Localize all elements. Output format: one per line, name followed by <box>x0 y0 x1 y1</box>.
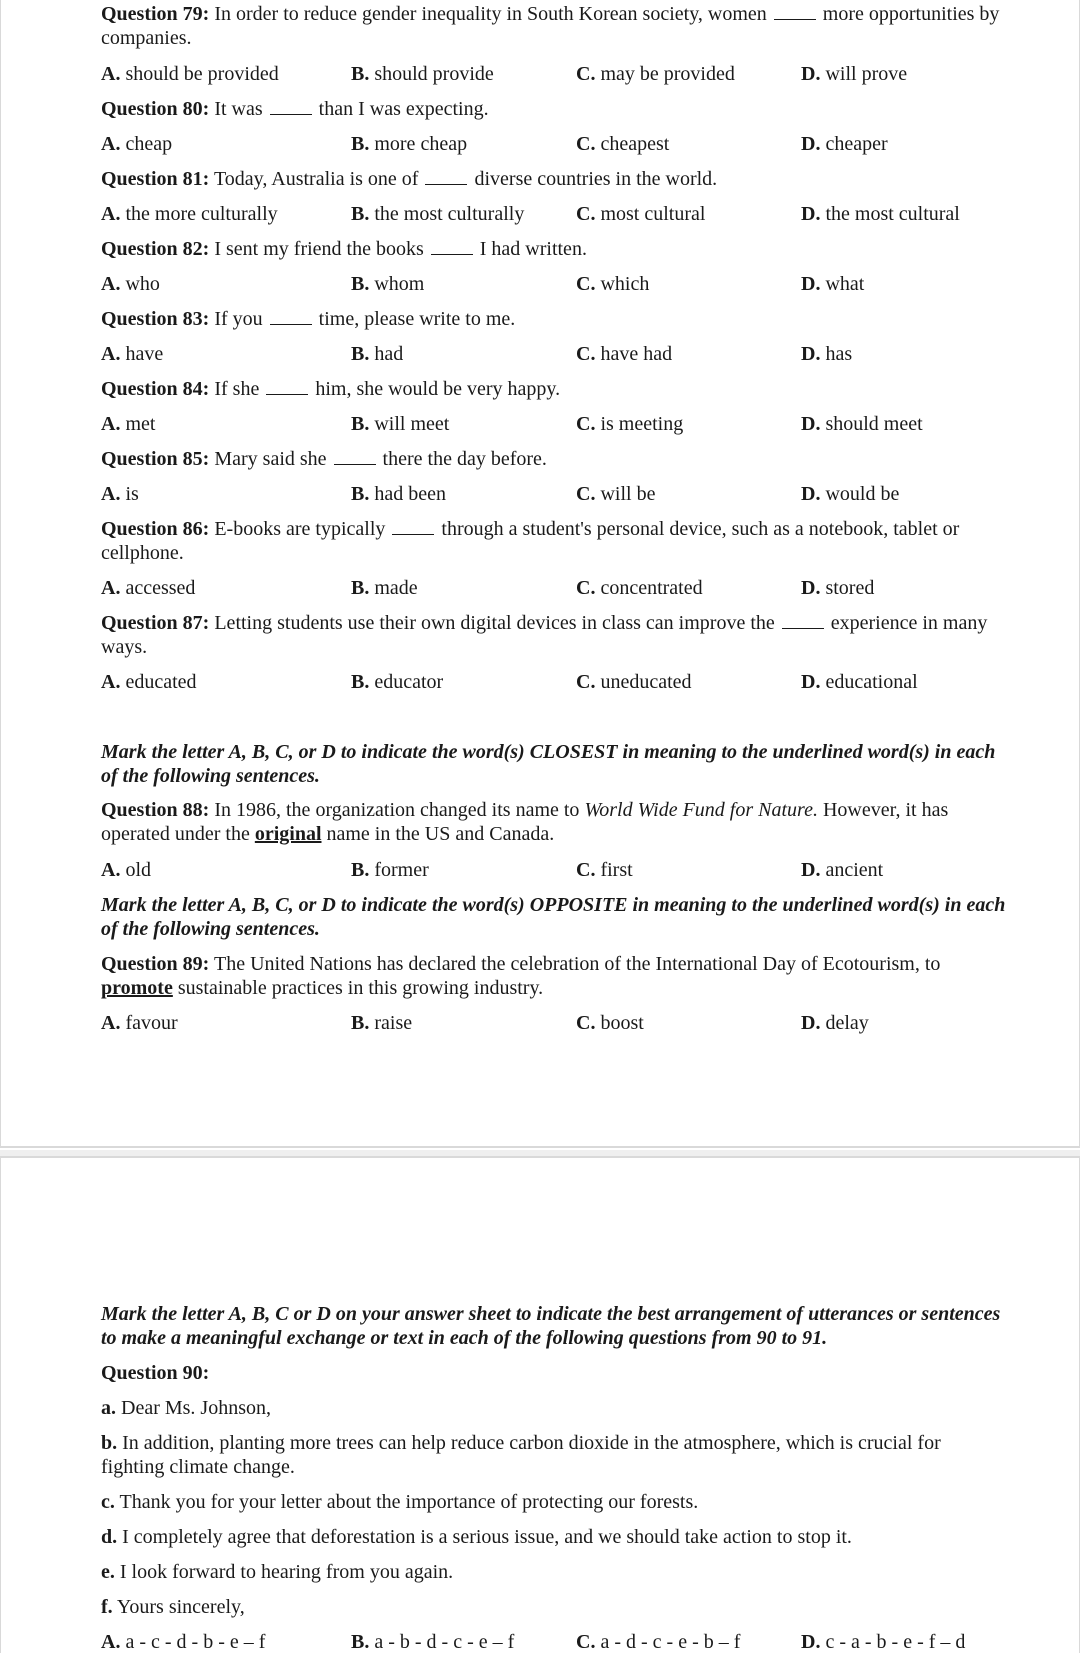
option-a[interactable]: A. cheap <box>101 133 173 155</box>
sentence-text: In addition, planting more trees can help reduce carbon dioxide in the atmosphere, which is crucial for fighting climate change. <box>101 1432 941 1478</box>
question-number: Question 89: <box>101 953 210 975</box>
stem-text: Letting students use their own digital devices in class can improve the <box>209 612 775 634</box>
question-number: Question 79: <box>101 3 210 25</box>
underlined-word: promote <box>101 977 173 999</box>
question-number: Question 84: <box>101 378 210 400</box>
option-b[interactable]: B. will meet <box>351 413 450 435</box>
option-c[interactable]: C. may be provided <box>576 63 735 85</box>
option-a[interactable]: A. accessed <box>101 577 196 599</box>
option-d[interactable]: D. the most cultural <box>801 203 960 225</box>
option-c[interactable]: C. which <box>576 273 650 295</box>
stem-text: If she <box>209 378 260 400</box>
option-b[interactable]: B. had been <box>351 483 446 505</box>
sentence-letter: e. <box>101 1561 115 1583</box>
option-d[interactable]: D. would be <box>801 483 900 505</box>
options-81 <box>101 202 1006 226</box>
question-number: Question 80: <box>101 98 210 120</box>
option-a[interactable]: A. a - c - d - b - e – f <box>101 1631 266 1653</box>
option-a[interactable]: A. the more culturally <box>101 203 278 225</box>
instruction-arrange: Mark the letter A, B, C or D on your answer sheet to indicate the best arrangement of utterances or sentences to make a meaningful exchange or text in each of the following questions from 90 to 91. <box>101 1303 1001 1349</box>
option-d[interactable]: D. should meet <box>801 413 923 435</box>
stem-text: However, it has operated under the <box>101 799 949 845</box>
sentence-letter: c. <box>101 1491 115 1513</box>
answer-blank <box>774 3 816 20</box>
sentence-a <box>101 1396 1006 1420</box>
option-c[interactable]: C. have had <box>576 343 673 365</box>
stem-text: Mary said she <box>209 448 327 470</box>
sentence-text: I look forward to hearing from you again. <box>114 1561 454 1583</box>
underlined-word: original <box>254 823 322 845</box>
sentence-b <box>101 1431 1006 1479</box>
options-80 <box>101 132 1006 156</box>
question-90 <box>101 1361 1006 1385</box>
answer-blank <box>431 238 473 255</box>
option-c[interactable]: C. concentrated <box>576 577 703 599</box>
option-d[interactable]: D. ancient <box>801 859 884 881</box>
stem-text: time, please write to me. <box>313 308 516 330</box>
sentence-letter: d. <box>101 1526 118 1548</box>
question-number: Question 90: <box>101 1362 210 1384</box>
option-b[interactable]: B. more cheap <box>351 133 468 155</box>
question-number: Question 86: <box>101 518 210 540</box>
option-c[interactable]: C. cheapest <box>576 133 670 155</box>
option-b[interactable]: B. should provide <box>351 63 494 85</box>
stem-text: diverse countries in the world. <box>469 168 718 190</box>
options-87 <box>101 670 1006 694</box>
question-89 <box>101 952 1006 1000</box>
stem-text: I had written. <box>474 238 587 260</box>
sentence-e <box>101 1560 1006 1584</box>
option-b[interactable]: B. whom <box>351 273 425 295</box>
option-a[interactable]: A. met <box>101 413 156 435</box>
answer-blank <box>425 168 467 185</box>
option-a[interactable]: A. old <box>101 859 152 881</box>
sentence-letter: f. <box>101 1596 113 1618</box>
options-79 <box>101 62 1006 86</box>
stem-text: If you <box>209 308 263 330</box>
answer-blank <box>392 518 434 535</box>
option-d[interactable]: D. will prove <box>801 63 908 85</box>
option-a[interactable]: A. should be provided <box>101 63 279 85</box>
stem-text: him, she would be very happy. <box>310 378 561 400</box>
option-d[interactable]: D. cheaper <box>801 133 888 155</box>
question-82 <box>101 237 1006 261</box>
option-c[interactable]: C. uneducated <box>576 671 692 693</box>
option-d[interactable]: D. what <box>801 273 865 295</box>
option-b[interactable]: B. the most culturally <box>351 203 525 225</box>
option-d[interactable]: D. delay <box>801 1012 869 1034</box>
question-81 <box>101 167 1006 191</box>
sentence-f <box>101 1595 1006 1619</box>
options-82 <box>101 272 1006 296</box>
options-89 <box>101 1011 1006 1035</box>
option-d[interactable]: D. c - a - b - e - f – d <box>801 1631 966 1653</box>
sentence-text: Dear Ms. Johnson, <box>116 1397 271 1419</box>
question-number: Question 85: <box>101 448 210 470</box>
stem-text: The United Nations has declared the celebration of the International Day of Ecotourism, to <box>209 953 941 975</box>
sentence-text: Yours sincerely, <box>112 1596 245 1618</box>
stem-text: more opportunities by companies. <box>101 3 1000 49</box>
option-c[interactable]: C. first <box>576 859 633 881</box>
options-90 <box>101 1630 1006 1654</box>
answer-blank <box>270 98 312 115</box>
stem-text: In 1986, the organization changed its name to <box>209 799 585 821</box>
question-number: Question 82: <box>101 238 210 260</box>
stem-italic-text: World Wide Fund for Nature. <box>584 799 818 821</box>
options-86 <box>101 576 1006 600</box>
options-85 <box>101 482 1006 506</box>
answer-blank <box>782 612 824 629</box>
question-85 <box>101 447 1006 471</box>
stem-text: sustainable practices in this growing industry. <box>172 977 544 999</box>
option-d[interactable]: D. stored <box>801 577 875 599</box>
stem-text: name in the US and Canada. <box>321 823 555 845</box>
question-88 <box>101 798 1006 846</box>
question-80 <box>101 97 1006 121</box>
option-b[interactable]: B. former <box>351 859 429 881</box>
answer-blank <box>270 308 312 325</box>
question-87 <box>101 611 1006 659</box>
instruction-opposite: Mark the letter A, B, C, or D to indicate the word(s) OPPOSITE in meaning to the underlined word(s) in each of the following sentences. <box>101 894 1006 940</box>
option-a[interactable]: A. favour <box>101 1012 178 1034</box>
sentence-letter: b. <box>101 1432 118 1454</box>
stem-text: E-books are typically <box>209 518 386 540</box>
sentence-d <box>101 1525 1006 1549</box>
question-number: Question 81: <box>101 168 210 190</box>
sentence-text: Thank you for your letter about the importance of protecting our forests. <box>114 1491 699 1513</box>
stem-text: It was <box>209 98 263 120</box>
stem-text: In order to reduce gender inequality in South Korean society, women <box>209 3 767 25</box>
question-number: Question 88: <box>101 799 210 821</box>
option-a[interactable]: A. have <box>101 343 164 365</box>
question-number: Question 83: <box>101 308 210 330</box>
option-b[interactable]: B. had <box>351 343 404 365</box>
option-c[interactable]: C. a - d - c - e - b – f <box>576 1631 741 1653</box>
option-a[interactable]: A. who <box>101 273 160 295</box>
option-c[interactable]: C. will be <box>576 483 656 505</box>
question-number: Question 87: <box>101 612 210 634</box>
option-c[interactable]: C. is meeting <box>576 413 684 435</box>
instruction-closest: Mark the letter A, B, C, or D to indicate the word(s) CLOSEST in meaning to the underlined word(s) in each of the following sentences. <box>101 741 996 787</box>
question-84 <box>101 377 1006 401</box>
option-a[interactable]: A. educated <box>101 671 197 693</box>
option-d[interactable]: D. has <box>801 343 853 365</box>
stem-text: there the day before. <box>377 448 547 470</box>
option-b[interactable]: B. raise <box>351 1012 413 1034</box>
option-c[interactable]: C. most cultural <box>576 203 706 225</box>
options-83 <box>101 342 1006 366</box>
options-88 <box>101 858 1006 882</box>
stem-text: Today, Australia is one of <box>209 168 419 190</box>
answer-blank <box>266 378 308 395</box>
stem-text: than I was expecting. <box>313 98 489 120</box>
page-2 <box>0 1156 1080 1653</box>
option-d[interactable]: D. educational <box>801 671 918 693</box>
option-b[interactable]: B. educator <box>351 671 444 693</box>
stem-text: through a student's personal device, such as a notebook, tablet or cellphone. <box>101 518 960 564</box>
option-c[interactable]: C. boost <box>576 1012 644 1034</box>
question-86 <box>101 517 1006 565</box>
option-a[interactable]: A. is <box>101 483 139 505</box>
question-79 <box>101 2 1006 50</box>
sentence-c <box>101 1490 1006 1514</box>
stem-text: experience in many ways. <box>101 612 988 658</box>
options-84 <box>101 412 1006 436</box>
sentence-letter: a. <box>101 1397 116 1419</box>
answer-blank <box>334 448 376 465</box>
question-83 <box>101 307 1006 331</box>
stem-text: I sent my friend the books <box>209 238 424 260</box>
sentence-text: I completely agree that deforestation is a serious issue, and we should take action to stop it. <box>117 1526 852 1548</box>
option-b[interactable]: B. made <box>351 577 418 599</box>
option-b[interactable]: B. a - b - d - c - e – f <box>351 1631 515 1653</box>
